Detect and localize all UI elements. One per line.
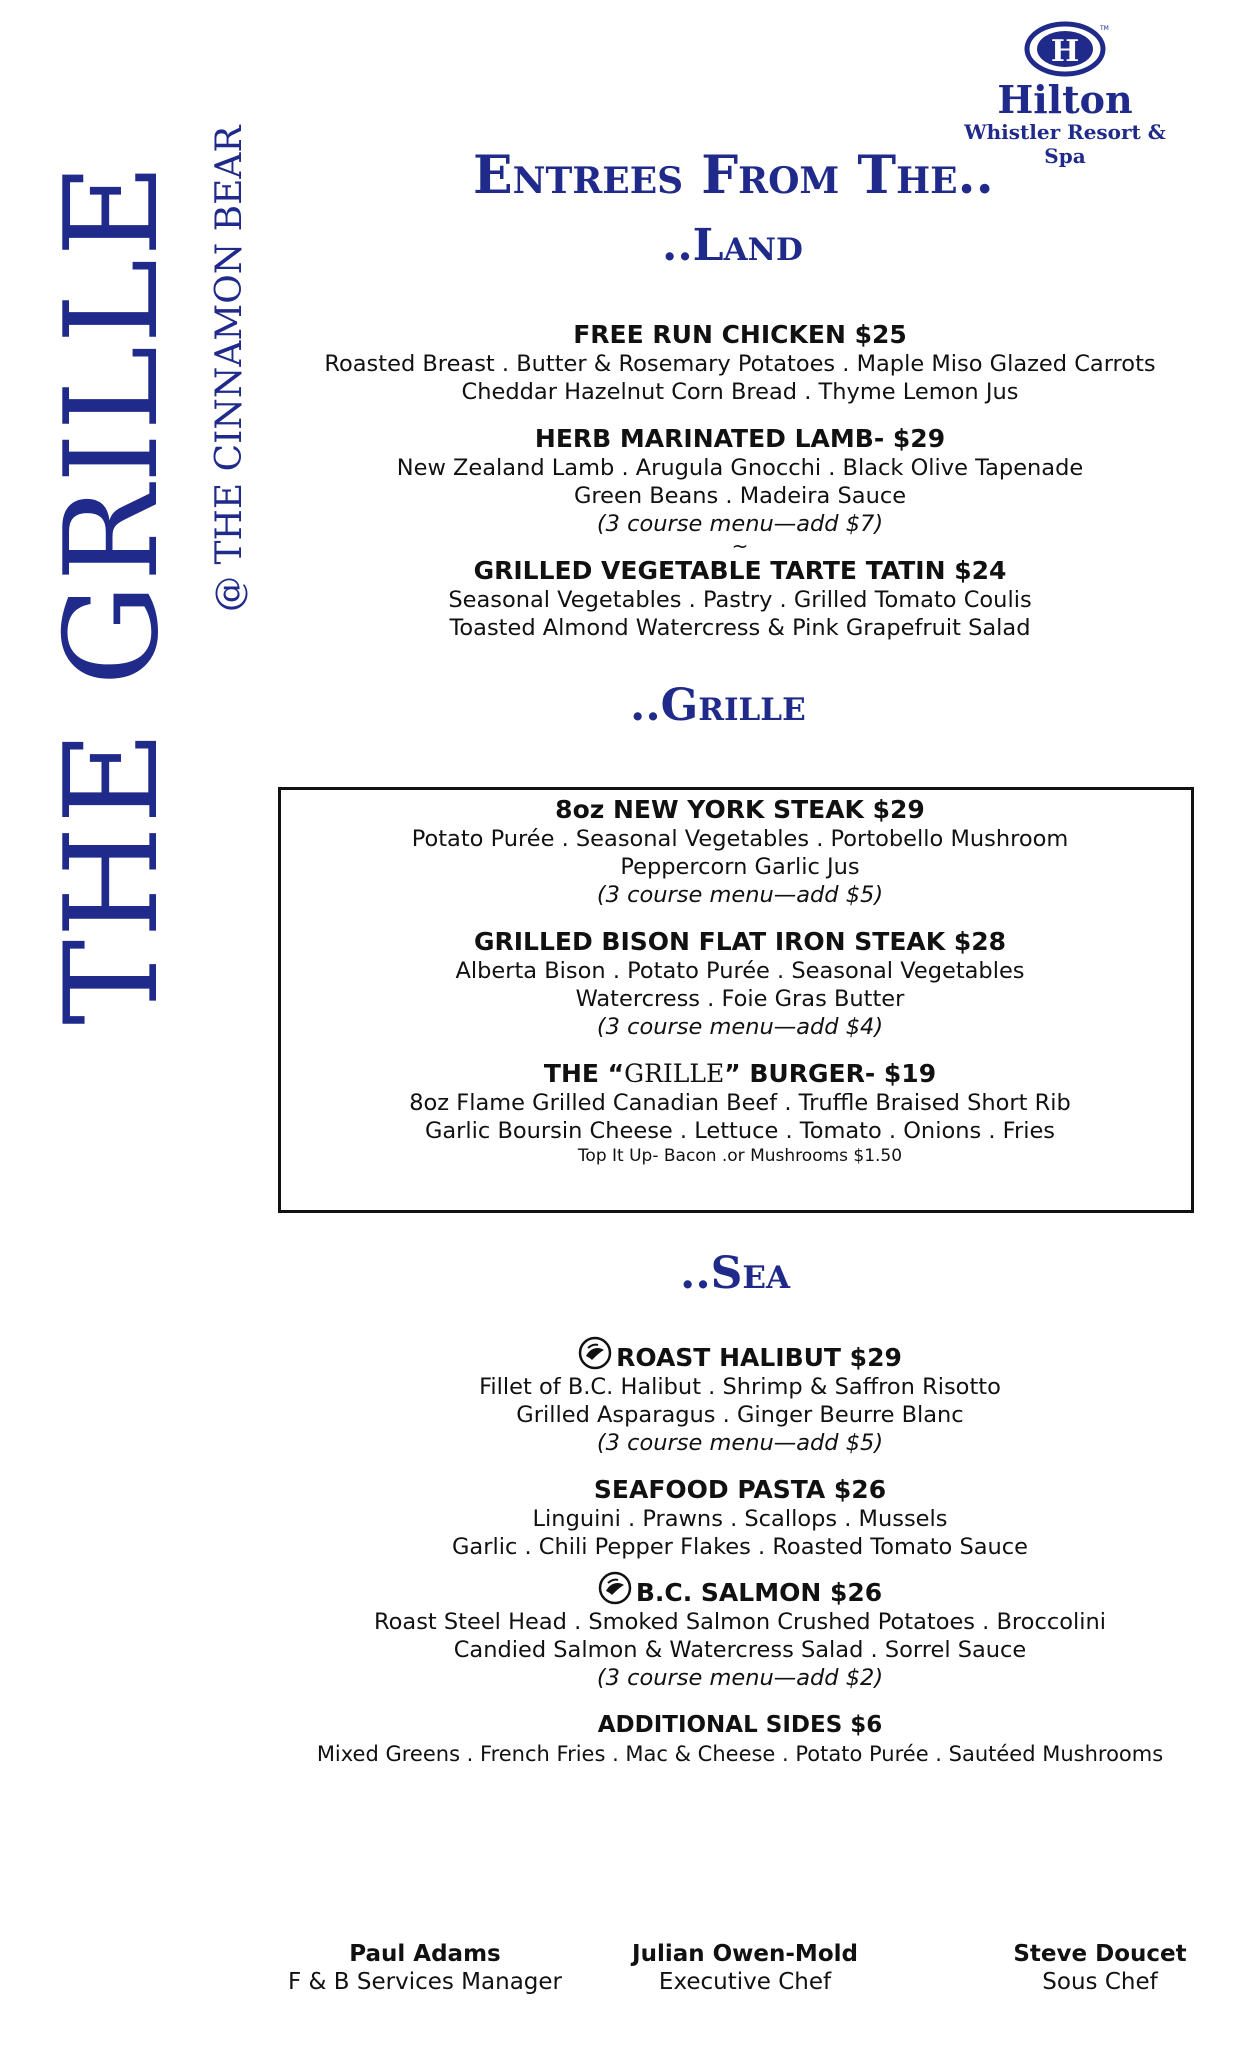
- staff-julian: [605, 1940, 885, 1996]
- staff-role: F & B Services Manager: [288, 1969, 562, 1995]
- staff-name: Paul Adams: [349, 1941, 501, 1967]
- menu-item-chicken: [300, 320, 1180, 406]
- staff-paul: [265, 1940, 585, 1996]
- item-description: Linguini . Prawns . Scallops . Mussels: [532, 1506, 948, 1532]
- item-description: 8oz Flame Grilled Canadian Beef . Truffle Braised Short Rib: [409, 1090, 1071, 1116]
- staff-steve: [990, 1940, 1210, 1996]
- staff-name: Julian Owen-Mold: [632, 1941, 858, 1967]
- menu-item-salmon: [300, 1571, 1180, 1692]
- item-description: Mixed Greens . French Fries . Mac & Cheese . Potato Purée . Sautéed Mushrooms: [316, 1742, 1164, 1766]
- sea-section: [300, 1336, 1180, 1786]
- staff-role: Sous Chef: [1042, 1969, 1158, 1995]
- item-note: (3 course menu—add $7): [596, 511, 884, 537]
- item-description: Potato Purée . Seasonal Vegetables . Portobello Mushroom: [411, 826, 1069, 852]
- separator-tilde: ~: [731, 534, 749, 558]
- item-title: ROAST HALIBUT $29: [616, 1343, 902, 1372]
- item-description: Garlic Boursin Cheese . Lettuce . Tomato . Onions . Fries: [424, 1118, 1056, 1144]
- menu-item-pasta: [300, 1475, 1180, 1561]
- item-description: Alberta Bison . Potato Purée . Seasonal Vegetables: [455, 958, 1025, 984]
- menu-item-tarte: [300, 556, 1180, 642]
- item-description: Grilled Asparagus . Ginger Beurre Blanc: [516, 1402, 964, 1428]
- burger-title-post: ” BURGER- $19: [724, 1059, 937, 1088]
- item-title: HERB MARINATED LAMB- $29: [534, 424, 946, 453]
- item-description: Watercress . Foie Gras Butter: [575, 986, 905, 1012]
- item-note: (3 course menu—add $4): [596, 1014, 884, 1040]
- heading-grille: ..Grille: [630, 680, 806, 731]
- main-title-text: THE GRILLE: [38, 161, 187, 1025]
- heading-sea: ..Sea: [680, 1248, 791, 1299]
- item-addon: Top It Up- Bacon .or Mushrooms $1.50: [577, 1146, 903, 1166]
- item-description: New Zealand Lamb . Arugula Gnocchi . Black Olive Tapenade: [396, 455, 1084, 481]
- item-description: Toasted Almond Watercress & Pink Grapefruit Salad: [449, 615, 1031, 641]
- item-title: B.C. SALMON $26: [635, 1578, 883, 1607]
- menu-item-sides: [300, 1710, 1180, 1768]
- burger-title-pre: THE “: [543, 1059, 625, 1088]
- menu-item-lamb: [300, 424, 1180, 558]
- burger-title-grille: GRILLE: [624, 1059, 725, 1088]
- logo-subtitle: Whistler Resort & Spa: [964, 120, 1166, 168]
- item-description: Peppercorn Garlic Jus: [620, 854, 860, 880]
- heading-entrees: Entrees From The..: [473, 145, 994, 206]
- grille-section: [300, 795, 1180, 1185]
- logo-tm: TM: [1100, 25, 1109, 32]
- ocean-wise-fish-icon: [598, 1571, 632, 1605]
- menu-item-bison: [300, 927, 1180, 1041]
- land-section: [300, 320, 1180, 660]
- item-description: Fillet of B.C. Halibut . Shrimp & Saffron Risotto: [479, 1374, 1001, 1400]
- item-title: ADDITIONAL SIDES $6: [597, 1712, 883, 1738]
- item-title-row: [300, 1336, 1180, 1373]
- item-note: (3 course menu—add $5): [596, 882, 884, 908]
- vertical-subtitle: [205, 125, 257, 620]
- item-title: SEAFOOD PASTA $26: [593, 1475, 887, 1504]
- vertical-main-title: [38, 145, 187, 1045]
- item-description: Garlic . Chili Pepper Flakes . Roasted Tomato Sauce: [451, 1534, 1028, 1560]
- logo-brand: Hilton: [997, 77, 1133, 122]
- item-title: 8oz NEW YORK STEAK $29: [555, 795, 925, 824]
- item-description: Candied Salmon & Watercress Salad . Sorrel Sauce: [453, 1637, 1027, 1663]
- item-title-row: [300, 1571, 1180, 1608]
- item-description: Seasonal Vegetables . Pastry . Grilled Tomato Coulis: [448, 587, 1032, 613]
- menu-item-burger: [300, 1059, 1180, 1167]
- heading-land: ..Land: [662, 220, 803, 271]
- hilton-logo-icon: [1020, 20, 1110, 78]
- item-title: GRILLED BISON FLAT IRON STEAK $28: [473, 927, 1007, 956]
- item-description: Cheddar Hazelnut Corn Bread . Thyme Lemon Jus: [461, 379, 1019, 405]
- item-description: Roasted Breast . Butter & Rosemary Potatoes . Maple Miso Glazed Carrots: [324, 351, 1156, 377]
- menu-item-halibut: [300, 1336, 1180, 1457]
- item-description: Roast Steel Head . Smoked Salmon Crushed Potatoes . Broccolini: [374, 1609, 1106, 1635]
- menu-item-steak: [300, 795, 1180, 909]
- staff-name: Steve Doucet: [1013, 1941, 1187, 1967]
- item-title: [300, 1059, 1180, 1089]
- item-note: (3 course menu—add $2): [596, 1665, 884, 1691]
- item-description: Green Beans . Madeira Sauce: [573, 483, 907, 509]
- logo-mark-letter: H: [1050, 34, 1080, 69]
- item-title: FREE RUN CHICKEN $25: [573, 320, 907, 349]
- subtitle-text: @ THE CINNAMON BEAR: [209, 125, 250, 612]
- item-note: (3 course menu—add $5): [596, 1430, 884, 1456]
- item-title: GRILLED VEGETABLE TARTE TATIN $24: [473, 556, 1007, 585]
- staff-role: Executive Chef: [658, 1969, 832, 1995]
- ocean-wise-fish-icon: [578, 1336, 612, 1370]
